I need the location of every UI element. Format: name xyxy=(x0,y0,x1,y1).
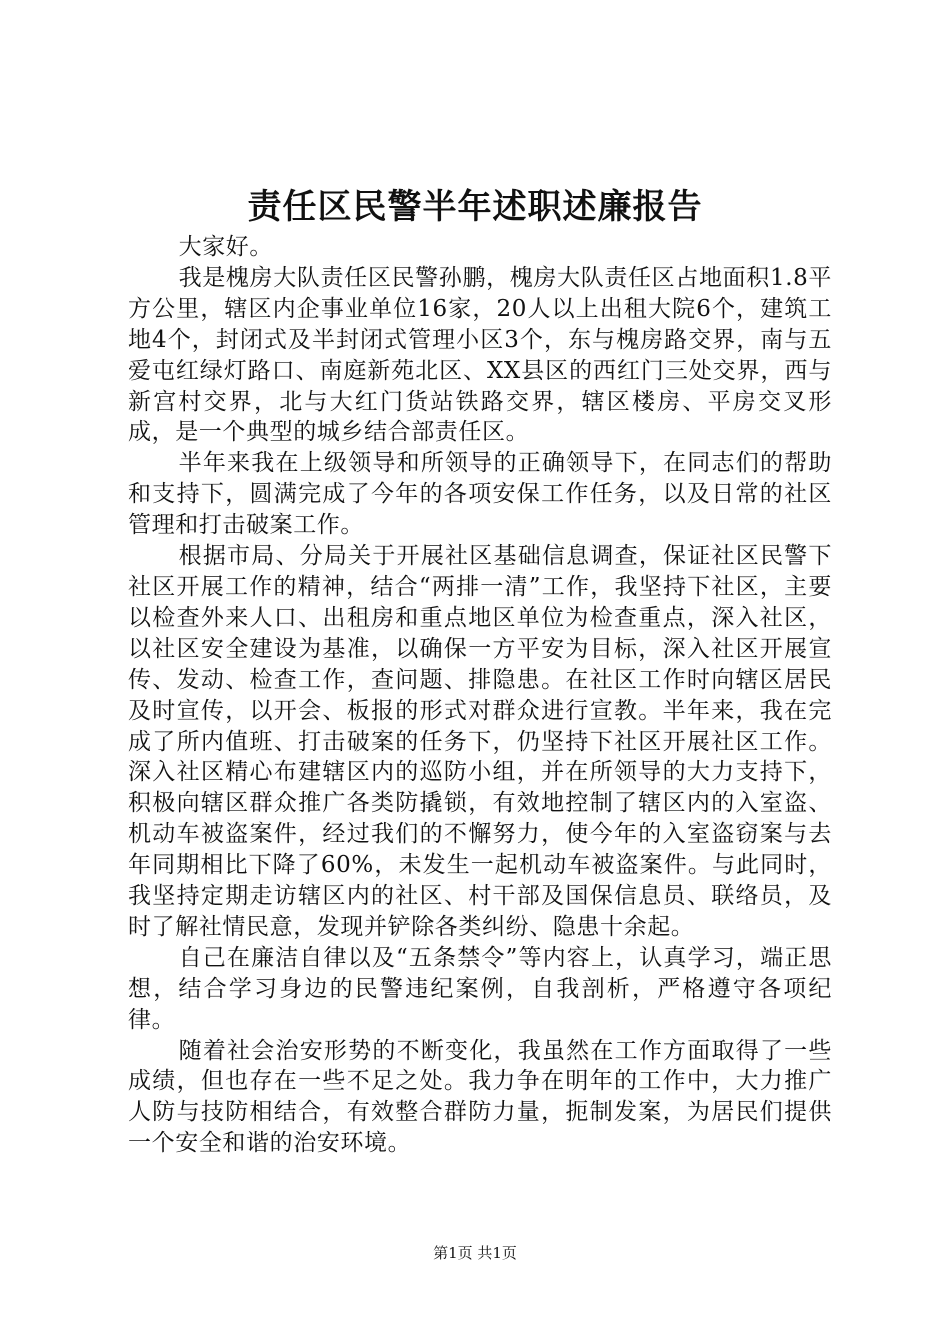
document-title: 责任区民警半年述职述廉报告 xyxy=(247,187,703,227)
paragraph-community-work: 根据市局、分局关于开展社区基础信息调查，保证社区民警下社区开展工作的精神，结合“两排一清”工作，我坚持下社区，主要以检查外来人口、出租房和重点地区单位为检查重点，深入社区，以社区安全建设为基准，以确保一方平安为目标，深入社区开展宣传、发动、检查工作，查问题、排隐患。在社区工作时向辖区居民及时宣传，以开会、板报的形式对群众进行宣教。半年来，我在完成了所内值班、打击破案的任务下，仍坚持下社区开展社区工作。深入社区精心布建辖区内的巡防小组，并在所领导的大力支持下，积极向辖区群众推广各类防撬锁，有效地控制了辖区内的入室盗、机动车被盗案件，经过我们的不懈努力，使今年的入室盗窃案与去年同期相比下降了60%，未发生一起机动车被盗案件。与此同时，我坚持定期走访辖区内的社区、村干部及国保信息员、联络员，及时了解社情民意，发现并铲除各类纠纷、隐患十余起。 xyxy=(128,543,832,940)
paragraph-half-year-summary: 半年来我在上级领导和所领导的正确领导下，在同志们的帮助和支持下，圆满完成了今年的各项安保工作任务，以及日常的社区管理和打击破案工作。 xyxy=(128,450,832,539)
document-body xyxy=(128,232,832,1159)
paragraph-integrity: 自己在廉洁自律以及“五条禁令”等内容上，认真学习，端正思想，结合学习身边的民警违纪案例，自我剖析，严格遵守各项纪律。 xyxy=(128,944,832,1033)
paragraph-conclusion: 随着社会治安形势的不断变化，我虽然在工作方面取得了一些成绩，但也存在一些不足之处。我力争在明年的工作中，大力推广人防与技防相结合，有效整合群防力量，扼制发案，为居民们提供一个安全和谐的治安环境。 xyxy=(128,1037,832,1157)
paragraph-greeting: 大家好。 xyxy=(178,234,273,260)
paragraph-introduction: 我是槐房大队责任区民警孙鹏，槐房大队责任区占地面积1.8平方公里，辖区内企事业单位16家，20人以上出租大院6个，建筑工地4个，封闭式及半封闭式管理小区3个，东与槐房路交界，南与五爱屯红绿灯路口、南庭新苑北区、XX县区的西红门三处交界，西与新宫村交界，北与大红门货站铁路交界，辖区楼房、平房交叉形成，是一个典型的城乡结合部责任区。 xyxy=(128,264,832,446)
page-footer: 第1页 共1页 xyxy=(433,1244,517,1262)
